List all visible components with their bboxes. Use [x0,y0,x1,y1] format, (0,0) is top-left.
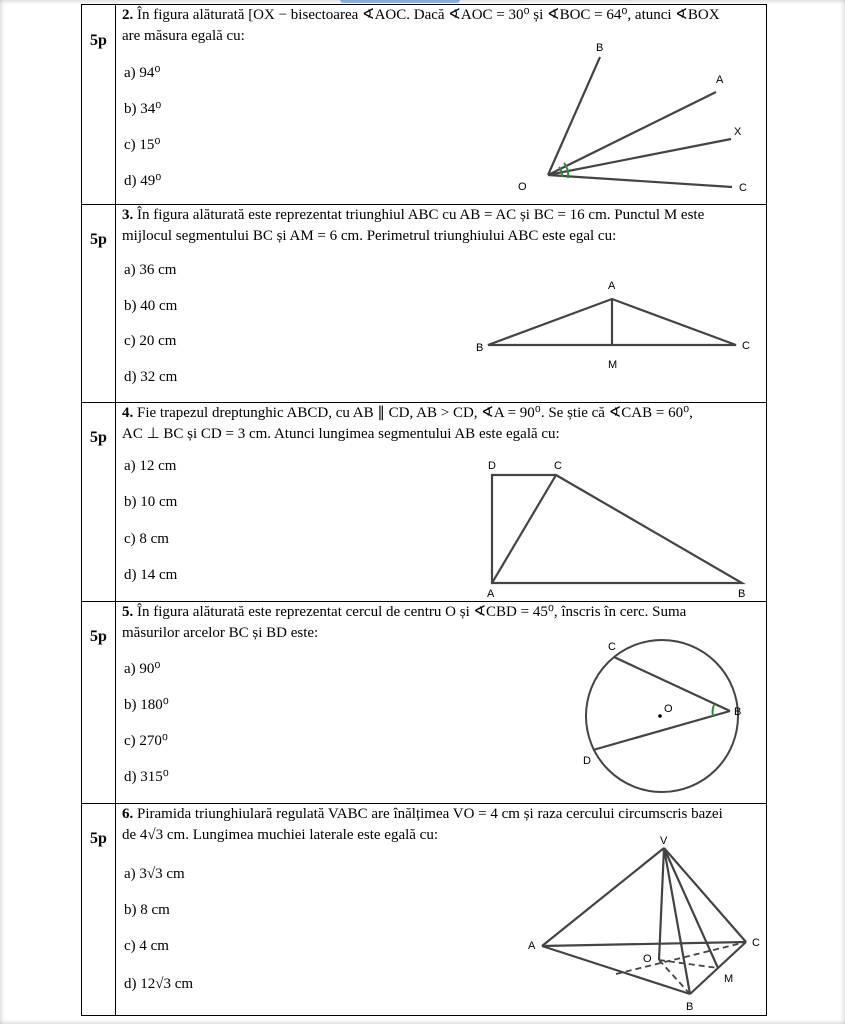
option-d: d) 315⁰ [124,769,169,785]
angle-mark [713,705,714,716]
problem-row [82,5,767,205]
points-cell [82,205,116,403]
label-D: D [488,460,496,472]
problem-number: 6. [122,806,134,822]
option-d: d) 14 cm [124,567,178,583]
problem-row [82,205,767,403]
points-label: 5p [90,429,107,446]
problem-text-line1: Piramida triunghiulară regulată VABC are înălțimea VO = 4 cm și raza cercului circumscris bazei [137,806,723,822]
problem-text-line2: de 4√3 cm. Lungimea muchiei laterale este egală cu: [122,827,439,843]
problem-body [116,403,767,602]
points-label: 5p [90,628,107,645]
problem-row [82,403,767,602]
exam-table [81,4,767,1016]
edge-AC [542,942,746,946]
label-C: C [742,340,750,352]
angle-figure [496,35,766,200]
option-a: a) 90⁰ [124,661,161,677]
header-decoration [340,0,460,3]
problem-text-line1: În figura alăturată [OX − bisectoarea ∢AOC. Dacă ∢AOC = 30⁰ și ∢BOC = 64⁰, atunci ∢BOX [137,7,720,23]
label-B: B [734,706,742,718]
points-cell [82,5,116,205]
label-V: V [660,835,668,847]
problem-number: 4. [122,405,134,421]
label-A: A [716,74,724,86]
points-label: 5p [90,231,107,248]
trapezoid-ABCD [492,475,742,583]
edge-VB [664,848,690,994]
problem-body [116,205,767,403]
label-O: O [643,953,652,965]
label-A: A [608,280,616,292]
option-a: a) 3√3 cm [124,866,185,882]
option-d: d) 12√3 cm [124,976,194,992]
problem-text-line2: are măsura egală cu: [122,28,245,44]
option-b: b) 180⁰ [124,697,169,713]
problem-body [116,804,767,1016]
points-cell [82,403,116,602]
label-M: M [608,359,618,371]
points-label: 5p [90,32,107,49]
option-a: a) 94⁰ [124,65,161,81]
edge-VA [542,848,664,946]
label-A: A [487,588,495,600]
option-c: c) 20 cm [124,333,177,349]
label-D: D [583,755,591,767]
points-label: 5p [90,830,107,847]
label-C: C [608,641,616,653]
ray-OA [548,92,716,175]
option-d: d) 32 cm [124,369,178,385]
option-b: b) 8 cm [124,902,170,918]
label-B: B [596,42,604,54]
label-B: B [738,588,746,600]
problem-text-line2: mijlocul segmentului BC și AM = 6 cm. Perimetrul triunghiului ABC este egal cu: [122,228,617,244]
label-C: C [739,182,747,194]
label-M: M [724,973,734,985]
triangle-figure [436,275,766,385]
label-C: C [752,937,760,949]
ray-OC [548,175,732,187]
problem-statement [116,403,766,445]
center-point [658,714,662,718]
problem-number: 3. [122,207,134,223]
problem-text-line2: măsurilor arcelor BC și BD este: [122,625,319,641]
ray-OX [548,139,731,175]
option-b: b) 10 cm [124,494,178,510]
pyramid-figure [516,834,766,1016]
problem-row [82,602,767,804]
option-a: a) 36 cm [124,262,177,278]
option-c: c) 4 cm [124,938,169,954]
label-O: O [664,703,673,715]
problem-text-line1: Fie trapezul dreptunghic ABCD, cu AB ∥ CD, AB > CD, ∢A = 90⁰. Se știe că ∢CAB = 60⁰, [137,405,693,421]
label-B: B [476,342,484,354]
label-O: O [518,181,527,193]
problem-text-line1: În figura alăturată este reprezentat triunghiul ABC cu AB = AC și BC = 16 cm. Punctul M este [137,207,705,223]
problem-body [116,602,767,804]
option-d: d) 49⁰ [124,173,162,189]
edge-VC [664,848,746,942]
points-cell [82,602,116,804]
problem-body [116,5,767,205]
apothem-VM [664,848,718,968]
option-c: c) 270⁰ [124,733,168,749]
problem-text-line2: AC ⊥ BC și CD = 3 cm. Atunci lungimea segmentului AB este egală cu: [122,426,560,442]
option-c: c) 15⁰ [124,137,161,153]
problem-number: 2. [122,7,134,23]
trapezoid-figure [476,455,766,601]
diagonal-AC [492,475,556,583]
option-b: b) 40 cm [124,298,178,314]
problem-row [82,804,767,1016]
points-cell [82,804,116,1016]
label-B: B [686,1001,694,1013]
circle-figure [556,634,756,804]
problem-text-line1: În figura alăturată este reprezentat cercul de centru O și ∢CBD = 45⁰, înscris în cerc. Suma [137,604,687,620]
option-c: c) 8 cm [124,531,169,547]
label-X: X [734,126,742,138]
option-b: b) 34⁰ [124,101,162,117]
problem-statement [116,205,766,247]
label-C: C [554,460,562,472]
label-A: A [528,940,536,952]
option-a: a) 12 cm [124,458,177,474]
ray-OB [548,57,600,175]
problem-number: 5. [122,604,134,620]
